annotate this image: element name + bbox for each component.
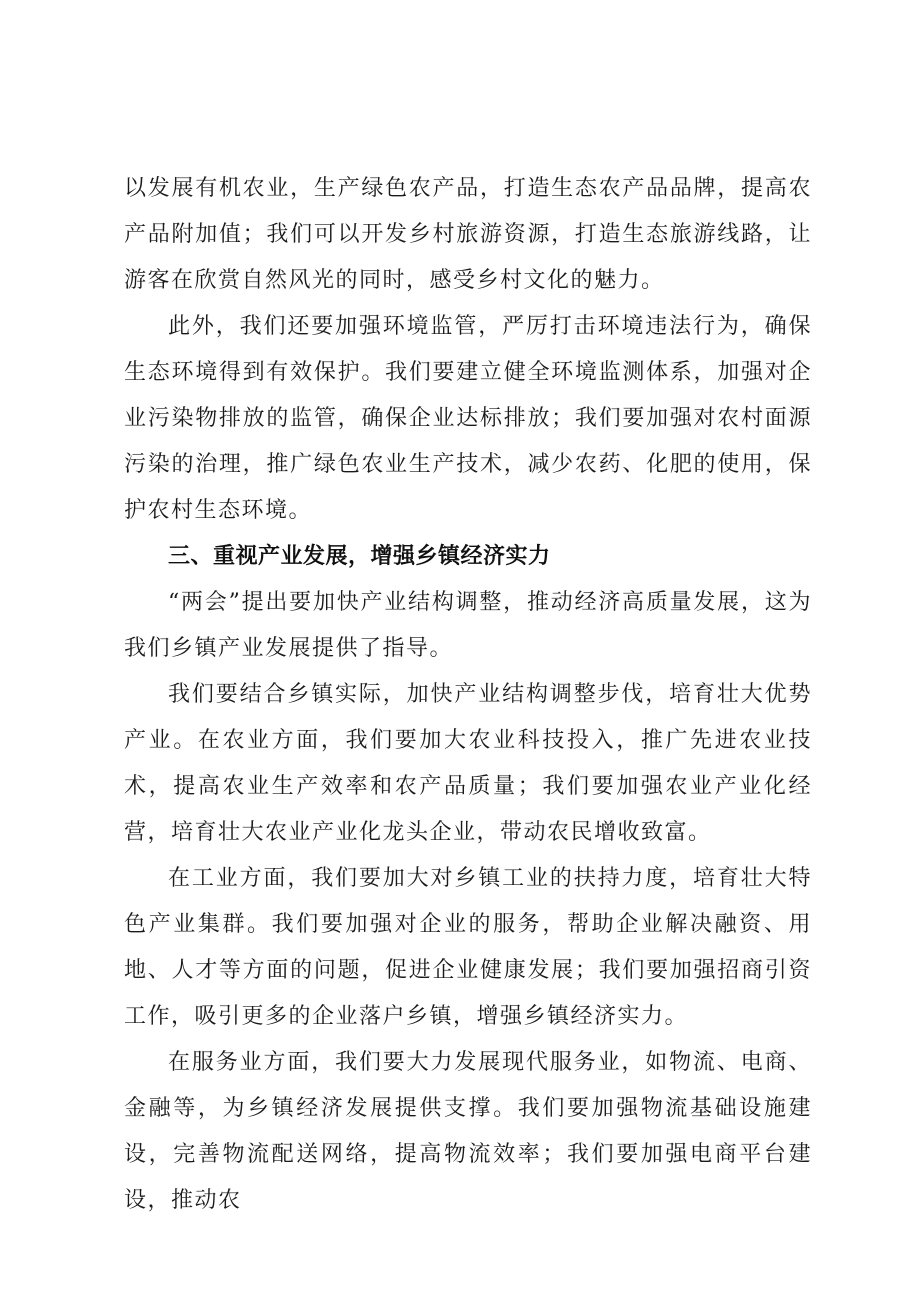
paragraph-6: 在服务业方面，我们要大力发展现代服务业，如物流、电商、金融等，为乡镇经济发展提供支撑。我们要加强物流基础设施建设，完善物流配送网络，提高物流效率；我们要加强电商平台建设，推动农 [124, 1050, 812, 1213]
document-body [124, 166, 812, 1224]
paragraph-4: 我们要结合乡镇实际，加快产业结构调整步伐，培育壮大优势产业。在农业方面，我们要加大农业科技投入，推广先进农业技术，提高农业生产效率和农产品质量；我们要加强农业产业化经营，培育壮大农业产业化龙头企业，带动农民增收致富。 [124, 682, 812, 845]
paragraph-2: 此外，我们还要加强环境监管，严厉打击环境违法行为，确保生态环境得到有效保护。我们要建立健全环境监测体系，加强对企业污染物排放的监管，确保企业达标排放；我们要加强对农村面源污染的治理，推广绿色农业生产技术，减少农药、化肥的使用，保护农村生态环境。 [124, 314, 812, 523]
paragraph-3: “两会”提出要加快产业结构调整，推动经济高质量发展，这为我们乡镇产业发展提供了指导。 [124, 590, 812, 661]
paragraph-5: 在工业方面，我们要加大对乡镇工业的扶持力度，培育壮大特色产业集群。我们要加强对企业的服务，帮助企业解决融资、用地、人才等方面的问题，促进企业健康发展；我们要加强招商引资工作，吸引更多的企业落户乡镇，增强乡镇经济实力。 [124, 866, 812, 1029]
section-heading: 三、重视产业发展，增强乡镇经济实力 [168, 544, 551, 569]
paragraph-1: 以发展有机农业，生产绿色农产品，打造生态农产品品牌，提高农产品附加值；我们可以开发乡村旅游资源，打造生态旅游线路，让游客在欣赏自然风光的同时，感受乡村文化的魅力。 [124, 176, 812, 293]
